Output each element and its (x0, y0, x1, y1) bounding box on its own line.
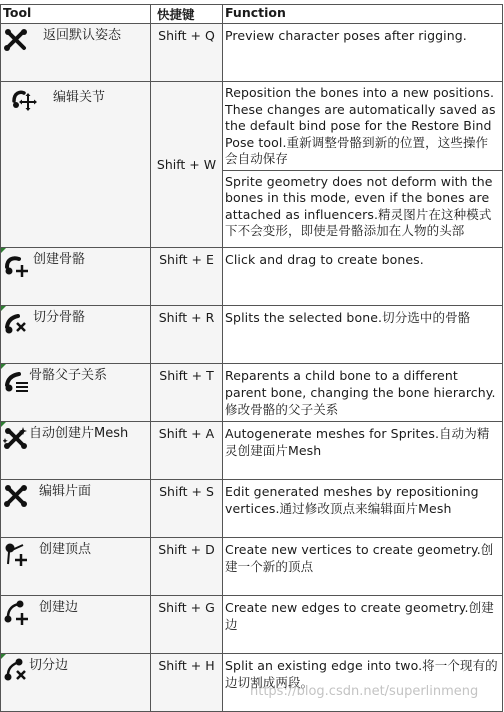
function-text: Reposition the bones into a new positions. These changes are automatically saved as the default bind pose for the Restore Bind Pose tool.重新调整骨骼到新的位置，这些操作会自动保存 (225, 85, 496, 166)
tool-name: 自动创建片Mesh (29, 426, 129, 441)
shortcut-cell: Shift + Q (151, 24, 223, 82)
tool-name: 编辑片面 (39, 484, 92, 499)
shortcut-cell: Shift + D (151, 538, 223, 596)
shortcut-cell: Shift + H (151, 654, 223, 712)
split-edge-icon (3, 657, 29, 683)
tool-cell (1, 306, 151, 364)
function-cell: Create new vertices to create geometry.创建一个新的顶点 (223, 538, 503, 596)
auto-mesh-icon (3, 425, 29, 451)
function-cell: Edit generated meshes by repositioning vertices.通过修改顶点来编辑面片Mesh (223, 480, 503, 538)
shortcut-cell: Shift + W (151, 82, 223, 248)
tools-table (0, 4, 503, 712)
tool-cell (1, 82, 151, 248)
shortcut-cell: Shift + G (151, 596, 223, 654)
tool-cell (1, 538, 151, 596)
tool-name: 编辑关节 (53, 90, 106, 105)
parent-bone-icon (3, 367, 29, 393)
tool-name: 切分边 (29, 658, 69, 673)
table-row (1, 654, 503, 712)
header-function: Function (223, 5, 503, 24)
shortcut-cell: Shift + T (151, 364, 223, 422)
table-row (1, 24, 503, 82)
corner-mark (1, 364, 6, 369)
table-row (1, 596, 503, 654)
edit-mesh-icon (3, 483, 29, 509)
tool-name: 创建顶点 (39, 542, 92, 557)
tool-name: 骨骼父子关系 (29, 368, 108, 383)
create-vertex-icon (3, 541, 29, 567)
table-row (1, 248, 503, 306)
tool-cell (1, 480, 151, 538)
tool-cell (1, 24, 151, 82)
tool-name: 返回默认姿态 (43, 28, 122, 43)
header-tool: Tool (1, 5, 151, 24)
corner-mark (1, 306, 6, 311)
corner-mark (1, 422, 6, 427)
function-cell: Click and drag to create bones. (223, 248, 503, 306)
tool-name: 创建边 (39, 600, 79, 615)
tool-cell (1, 596, 151, 654)
function-cell: Splits the selected bone.切分选中的骨骼 (223, 306, 503, 364)
table-row (1, 538, 503, 596)
create-bone-icon (3, 251, 29, 277)
table-row (1, 422, 503, 480)
function-cell: Reparents a child bone to a different parent bone, changing the bone hierarchy.修改骨骼的父子关系 (223, 364, 503, 422)
function-cell (223, 82, 503, 248)
corner-mark (1, 248, 6, 253)
create-edge-icon (3, 599, 29, 625)
function-cell: Create new edges to create geometry.创建边 (223, 596, 503, 654)
function-text-2: Sprite geometry does not deform with the bones in this mode, even if the bones are attached as influencers.精灵图片在这种模式下不会变形，即使是骨骼添加在人物的头部 (223, 170, 502, 242)
function-cell: Split an existing edge into two.将一个现有的边切割成两段。 (223, 654, 503, 712)
tool-cell (1, 422, 151, 480)
table-row (1, 364, 503, 422)
shortcut-cell: Shift + S (151, 480, 223, 538)
watermark: https://blog.csdn.net/superlinmeng (250, 684, 479, 699)
header-shortcut: 快捷键 (151, 5, 223, 24)
shortcut-cell: Shift + A (151, 422, 223, 480)
table-row (1, 82, 503, 248)
bones-x-icon (3, 27, 29, 53)
shortcut-cell: Shift + R (151, 306, 223, 364)
function-cell: Autogenerate meshes for Sprites.自动为精灵创建面片Mesh (223, 422, 503, 480)
table-row (1, 480, 503, 538)
tool-cell (1, 248, 151, 306)
split-bone-icon (3, 309, 29, 335)
function-cell: Preview character poses after rigging. (223, 24, 503, 82)
table-row (1, 306, 503, 364)
tool-cell (1, 364, 151, 422)
header-row (1, 5, 503, 24)
tool-name: 创建骨骼 (33, 252, 86, 267)
tool-cell (1, 654, 151, 712)
corner-mark (1, 654, 6, 659)
move-bone-icon (11, 85, 37, 111)
tool-name: 切分骨骼 (33, 310, 86, 325)
shortcut-cell: Shift + E (151, 248, 223, 306)
